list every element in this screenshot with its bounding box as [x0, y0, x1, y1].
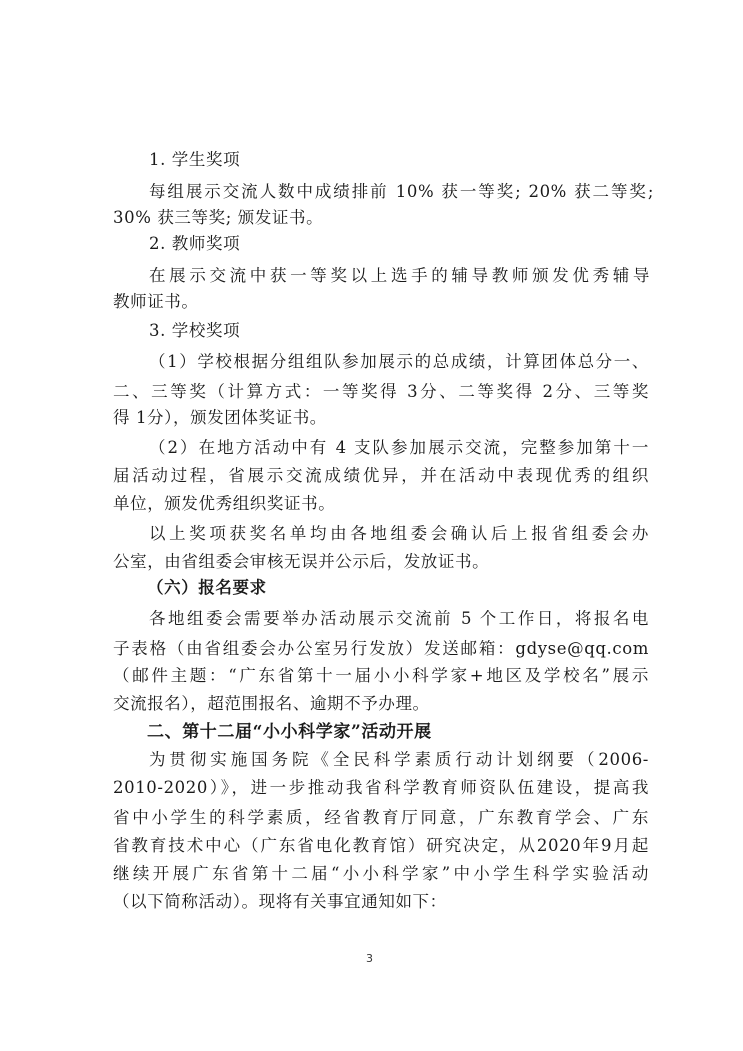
section-two-heading: 二、第十二届“小小科学家”活动开展	[147, 722, 432, 742]
school-award-item-1-line-2: 二、三等奖（计算方式：一等奖得 3分、二等奖得 2分、三等奖	[113, 382, 649, 401]
student-award-text-line-1: 每组展示交流人数中成绩排前 10% 获一等奖; 20% 获二等奖;	[149, 182, 654, 201]
award-list-note-line-1: 以上奖项获奖名单均由各地组委会确认后上报省组委会办	[149, 524, 649, 543]
school-award-heading: 3. 学校奖项	[149, 321, 241, 340]
registration-text-line-4: 交流报名），超范围报名、逾期不予办理。	[113, 694, 430, 713]
school-award-item-1-line-3: 得 1分），颁发团体奖证书。	[113, 408, 327, 427]
section-two-text-line-5: 继续开展广东省第十二届“小小科学家”中小学生科学实验活动	[113, 864, 649, 883]
student-award-heading: 1. 学生奖项	[149, 150, 241, 169]
teacher-award-text-line-1: 在展示交流中获一等奖以上选手的辅导教师颁发优秀辅导	[149, 266, 650, 285]
section-two-text-line-4: 省教育技术中心（广东省电化教育馆）研究决定，从2020年9月起	[113, 836, 649, 855]
registration-text-line-2: 子表格（由省组委会办公室另行发放）发送邮箱：gdyse@qq.com	[113, 639, 649, 658]
teacher-award-heading: 2. 教师奖项	[149, 234, 241, 253]
student-award-text-line-2: 30% 获三等奖; 颁发证书。	[113, 208, 324, 227]
registration-text-line-3: （邮件主题：“广东省第十一届小小科学家+地区及学校名”展示	[113, 666, 649, 685]
school-award-item-2-line-2: 届活动过程，省展示交流成绩优异，并在活动中表现优秀的组织	[113, 466, 649, 485]
school-award-item-2-line-3: 单位，颁发优秀组织奖证书。	[113, 494, 336, 513]
registration-text-line-1: 各地组委会需要举办活动展示交流前 5 个工作日，将报名电	[149, 609, 649, 628]
school-award-item-2-line-1: （2）在地方活动中有 4 支队参加展示交流，完整参加第十一	[149, 438, 649, 457]
registration-heading: （六）报名要求	[147, 578, 267, 597]
section-two-text-line-1: 为贯彻实施国务院《全民科学素质行动计划纲要（2006-	[149, 750, 649, 769]
award-list-note-line-2: 公室，由省组委会审核无误并公示后，发放证书。	[113, 552, 490, 571]
page-number: 3	[366, 952, 373, 965]
section-two-text-line-6: （以下简称活动）。现将有关事宜通知如下：	[113, 892, 447, 911]
section-two-text-line-2: 2010-2020）》，进一步推动我省科学教育师资队伍建设，提高我	[113, 778, 649, 797]
teacher-award-text-line-2: 教师证书。	[113, 292, 199, 311]
section-two-text-line-3: 省中小学生的科学素质，经省教育厅同意，广东教育学会、广东	[113, 808, 649, 827]
school-award-item-1-line-1: （1）学校根据分组组队参加展示的总成绩，计算团体总分一、	[149, 352, 649, 371]
